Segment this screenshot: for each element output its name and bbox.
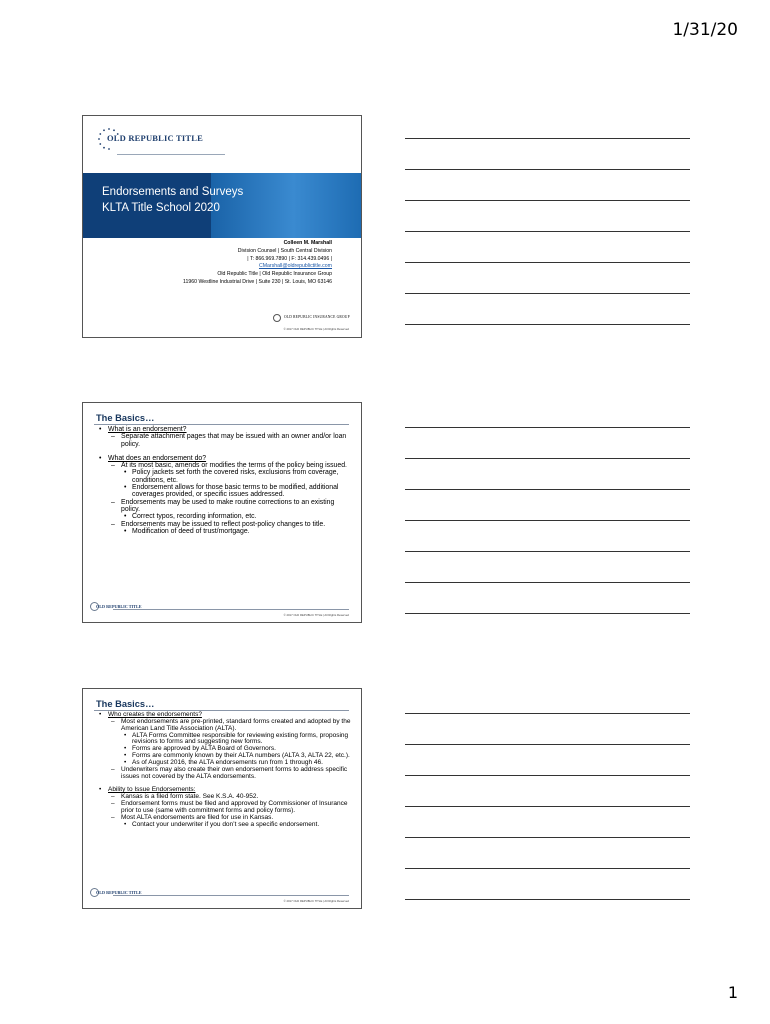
slide-body	[94, 426, 351, 535]
list-item: • Endorsement allows for those basic terms to be modified, additional coverages provided, or specific issues addressed.	[124, 484, 339, 499]
presenter-company: Old Republic Title | Old Republic Insurance Group	[217, 271, 332, 278]
presenter-phone: | T: 866.969.7890 | F: 314.439.0496 |	[247, 255, 332, 262]
logo-rule	[117, 154, 225, 155]
title-line-2: KLTA Title School 2020	[102, 201, 220, 214]
slide-body	[94, 712, 351, 829]
presenter-email-link[interactable]: CMarshall@oldrepublictitle.com	[258, 263, 332, 270]
presenter-info	[183, 240, 332, 287]
list-item: • Who creates the endorsements?	[99, 711, 202, 718]
list-item: • ALTA Forms Committee responsible for reviewing existing forms, proposing revisions to forms and suggesting new forms.	[124, 731, 349, 746]
slide-thumbnail-1[interactable]	[82, 115, 362, 338]
logo-text: OLD REPUBLIC TITLE	[107, 133, 204, 143]
presenter-name: Colleen M. Marshall	[283, 240, 332, 246]
slide-title: The Basics…	[96, 699, 155, 709]
list-item: • As of August 2016, the ALTA endorsements run from 1 through 46.	[124, 758, 323, 766]
list-item: • What does an endorsement do?	[99, 454, 207, 462]
list-item: – Endorsement forms must be filed and approved by Commissioner of Insurance prior to use (same with commitment forms and policy forms).	[111, 800, 348, 814]
slide-thumbnail-3[interactable]	[82, 688, 362, 909]
list-item: – Most endorsements are pre-printed, standard forms created and adopted by the American Land Title Association (ALTA).	[111, 717, 351, 732]
list-item: • Forms are approved by ALTA Board of Governors.	[124, 745, 276, 753]
list-item: – Endorsements may be used to make routine corrections to an existing policy.	[111, 498, 335, 513]
list-item: – Kansas is a filed form state. See K.S.A. 40-952.	[111, 793, 259, 801]
page-date: 1/31/20	[672, 20, 738, 40]
list-item: • Ability to Issue Endorsements:	[99, 786, 196, 794]
slide-title: The Basics…	[96, 413, 155, 423]
insurance-group-logo: OLD REPUBLIC INSURANCE GROUP	[273, 314, 351, 323]
slide-thumbnail-2[interactable]	[82, 402, 362, 623]
copyright: © 2017 OLD REPUBLIC TITLE | All Rights Reserved	[283, 899, 349, 903]
copyright: © 2017 OLD REPUBLIC TITLE | All Rights Reserved	[283, 327, 349, 331]
footer-logo: OLD REPUBLIC TITLE	[90, 602, 160, 612]
presenter-role: Division Counsel | South Central Division	[237, 247, 332, 254]
list-item: • Forms are commonly known by their ALTA numbers (ALTA 3, ALTA 22, etc.).	[124, 752, 350, 760]
list-item: – Separate attachment pages that may be issued with an owner and/or loan policy.	[111, 433, 347, 448]
list-item: • Policy jackets set forth the covered risks, exclusions from coverage, conditions, etc.	[124, 469, 339, 484]
title-banner	[83, 173, 361, 238]
footer-logo: OLD REPUBLIC TITLE	[90, 888, 160, 898]
list-item: • Modification of deed of trust/mortgage.	[124, 527, 250, 535]
list-item: – Underwriters may also create their own endorsement forms to address specific issues not covered by the ALTA endorsements.	[111, 765, 348, 780]
presenter-address: 11960 Westline Industrial Drive | Suite 230 | St. Louis, MO 63146	[183, 278, 332, 285]
list-item: • Correct typos, recording information, etc.	[124, 513, 257, 521]
title-line-1: Endorsements and Surveys	[102, 186, 244, 198]
list-item: • Contact your underwriter if you don’t see a specific endorsement.	[124, 820, 320, 828]
copyright: © 2017 OLD REPUBLIC TITLE | All Rights Reserved	[283, 613, 349, 617]
list-item: • What is an endorsement?	[99, 426, 187, 433]
list-item: – Endorsements may be issued to reflect post-policy changes to title.	[111, 520, 326, 528]
list-item: – Most ALTA endorsements are filed for use in Kansas.	[111, 813, 274, 821]
presentation-title	[102, 185, 243, 216]
seal-icon	[273, 314, 281, 322]
list-item: – At its most basic, amends or modifies the terms of the policy being issued.	[111, 462, 347, 470]
old-republic-title-logo	[97, 126, 237, 152]
page-number: 1	[727, 983, 738, 1002]
